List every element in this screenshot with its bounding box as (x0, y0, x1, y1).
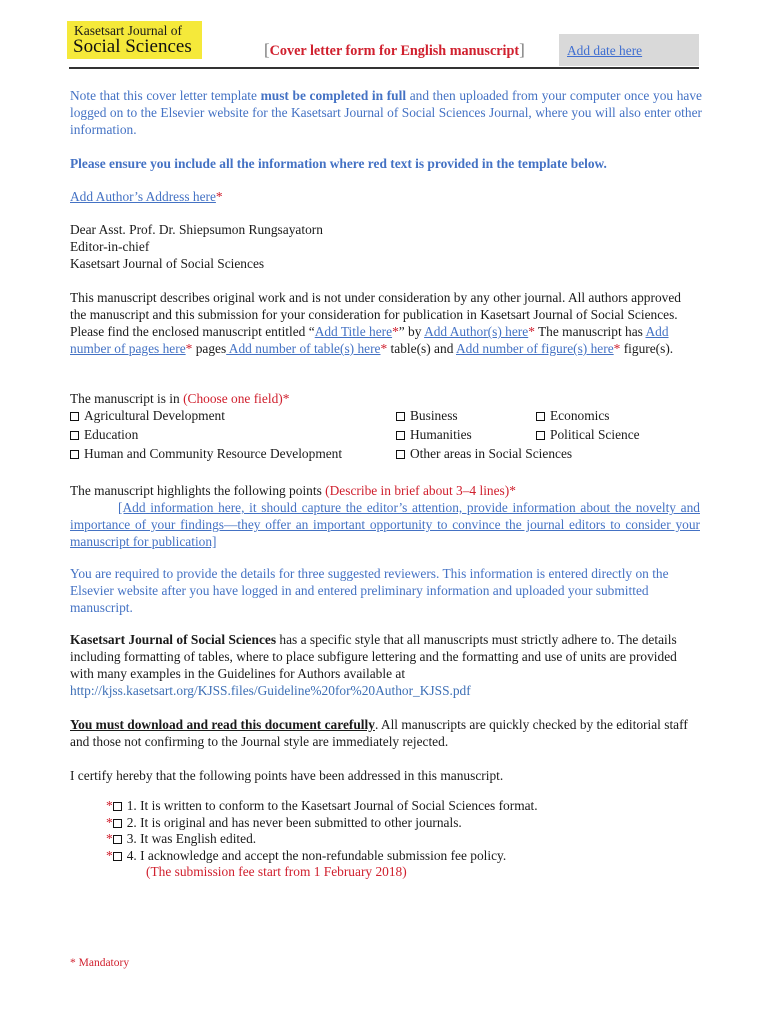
field-option-business[interactable] (396, 407, 458, 424)
certify-item-label: 3. It was English edited. (126, 831, 257, 847)
document-title-text: Cover letter form for English manuscript (269, 43, 520, 59)
body-text: figure(s). (620, 341, 674, 356)
field-option-education[interactable] (70, 426, 138, 443)
add-title-link[interactable]: Add Title here (314, 324, 393, 339)
checkbox-icon[interactable] (396, 412, 405, 421)
bracket-close: ] (519, 40, 525, 59)
intro-note-text: Note that this cover letter template (70, 88, 261, 103)
option-label: Business (410, 408, 458, 423)
option-label: Humanities (410, 427, 472, 442)
style-paragraph (70, 631, 702, 699)
highlights-label (70, 482, 702, 499)
date-field[interactable] (559, 34, 699, 66)
field-label-text: The manuscript is in (70, 391, 184, 406)
intro-note-bold: must be completed in full (260, 88, 407, 103)
salutation-line1: Dear Asst. Prof. Dr. Shiepsumon Rungsayatorn (70, 222, 323, 237)
certify-item-3[interactable] (106, 831, 538, 848)
download-text: . All manuscripts are quickly checked by the editorial staff and those not confirming to the Journal style are immediately rejected. (70, 717, 688, 749)
field-option-other-social-sciences[interactable] (396, 445, 572, 462)
checkbox-icon[interactable] (396, 431, 405, 440)
required-star: * (380, 341, 388, 356)
required-star: * (106, 798, 113, 813)
style-text: has a specific style that all manuscripts must strictly adhere to. The details including formatting of tables, where to place subfigure lettering and the formatting and use of units are provided with many examples in the Guidelines for Authors available at (70, 632, 677, 681)
checkbox-icon[interactable] (536, 431, 545, 440)
checkbox-icon[interactable] (70, 431, 79, 440)
field-option-agricultural-development[interactable] (70, 407, 225, 424)
certify-item-2[interactable] (106, 815, 538, 832)
checkbox-icon[interactable] (113, 852, 122, 861)
highlights-placeholder-link[interactable]: [Add information here, it should capture the editor’s attention, provide information about the novelty and importance of your findings—they offer an important opportunity to convince the journal editors to consider your manuscript for publication] (70, 500, 700, 549)
body-text: table(s) and (387, 341, 456, 356)
field-row-1 (70, 407, 710, 424)
certify-list (106, 798, 538, 881)
option-label: Economics (550, 408, 610, 423)
ensure-instruction (70, 155, 702, 172)
checkbox-icon[interactable] (113, 819, 122, 828)
intro-note (70, 87, 702, 138)
required-star: * (185, 341, 193, 356)
add-tables-link[interactable]: Add number of table(s) here (226, 341, 381, 356)
option-label: Agricultural Development (84, 408, 225, 423)
field-row-2 (70, 426, 710, 443)
download-paragraph (70, 716, 702, 750)
ensure-text: Please ensure you include all the information where red text is provided in the template below. (70, 156, 607, 171)
highlights-instruction: (Describe in brief about 3–4 lines)* (325, 483, 516, 498)
certify-item-label: 1. It is written to conform to the Kasetsart Journal of Social Sciences format. (126, 798, 538, 813)
fee-note: (The submission fee start from 1 February 2018) (146, 864, 407, 880)
option-label: Political Science (550, 427, 640, 442)
salutation-line2: Editor-in-chief (70, 239, 150, 254)
field-row-3 (70, 445, 710, 462)
add-figures-link[interactable]: Add number of figure(s) here (456, 341, 614, 356)
required-star: * (528, 324, 535, 339)
required-star: * (106, 847, 113, 863)
add-authors-link[interactable]: Add Author(s) here (424, 324, 529, 339)
download-warning: You must download and read this document carefully (70, 717, 375, 732)
required-star: * (215, 189, 223, 204)
salutation-line3: Kasetsart Journal of Social Sciences (70, 256, 265, 271)
checkbox-icon[interactable] (396, 450, 405, 459)
field-option-humanities[interactable] (396, 426, 472, 443)
add-date-link[interactable]: Add date here (567, 43, 643, 58)
bracket-open: [ (264, 40, 270, 59)
highlights-input[interactable] (70, 499, 700, 550)
manuscript-description (70, 289, 700, 357)
option-label: Education (84, 427, 139, 442)
certify-item-1[interactable] (106, 798, 538, 815)
option-label: Other areas in Social Sciences (410, 446, 573, 461)
field-option-political-science[interactable] (536, 426, 640, 443)
body-text: pages (192, 341, 227, 356)
field-instruction: (Choose one field)* (183, 391, 290, 406)
required-star: * (106, 814, 113, 830)
required-star: * (392, 324, 399, 339)
logo-line1: Kasetsart Journal of (74, 23, 182, 38)
certify-item-label: 2. It is original and has never been submitted to other journals. (126, 814, 462, 830)
salutation (70, 221, 702, 272)
mandatory-footnote: * Mandatory (70, 957, 130, 969)
intro-note-text-2: and then uploaded from your computer once you have logged on to the Elsevier website for the Kasetsart Journal of Social Sciences Journal, where you will also enter other information. (70, 88, 703, 137)
body-text: This manuscript describes original work and is not under consideration by any other journal. All authors approved the manuscript and this submission for your consideration for publication in Kasetsart Journal of Social Sciences. Please find the enclosed manuscript entitled “ (70, 290, 681, 339)
required-star: * (613, 341, 621, 356)
add-pages-link[interactable]: Add number of pages here (70, 324, 669, 356)
header-divider (69, 67, 699, 69)
certify-item-label: 4. I acknowledge and accept the non-refundable submission fee policy. (126, 847, 507, 863)
certify-item-4[interactable] (106, 848, 538, 865)
highlights-label-text: The manuscript highlights the following points (70, 483, 326, 498)
certify-intro: I certify hereby that the following points have been addressed in this manuscript. (70, 768, 504, 783)
checkbox-icon[interactable] (70, 412, 79, 421)
reviewers-note: You are required to provide the details for three suggested reviewers. This information is entered directly on the Elsevier website after you have logged in and entered preliminary information and uploaded your submitted manuscript. (70, 566, 669, 615)
journal-name-bold: Kasetsart Journal of Social Sciences (70, 632, 277, 647)
journal-logo (67, 21, 202, 59)
checkbox-icon[interactable] (70, 450, 79, 459)
checkbox-icon[interactable] (113, 802, 122, 811)
document-title (264, 40, 525, 60)
field-option-human-community-resource[interactable] (70, 445, 342, 462)
field-option-economics[interactable] (536, 407, 610, 424)
checkbox-icon[interactable] (113, 835, 122, 844)
body-text: ” by (398, 324, 425, 339)
logo-line2: Social Sciences (73, 36, 192, 57)
option-label: Human and Community Resource Development (84, 446, 343, 461)
field-label (70, 390, 702, 407)
checkbox-icon[interactable] (536, 412, 545, 421)
author-address-field (70, 188, 702, 205)
body-text: The manuscript has (534, 324, 646, 339)
add-author-address-link[interactable]: Add Author’s Address here (70, 189, 216, 204)
required-star: * (106, 831, 113, 847)
guidelines-link[interactable]: http://kjss.kasetsart.org/KJSS.files/Guideline%20for%20Author_KJSS.pdf (70, 683, 471, 698)
